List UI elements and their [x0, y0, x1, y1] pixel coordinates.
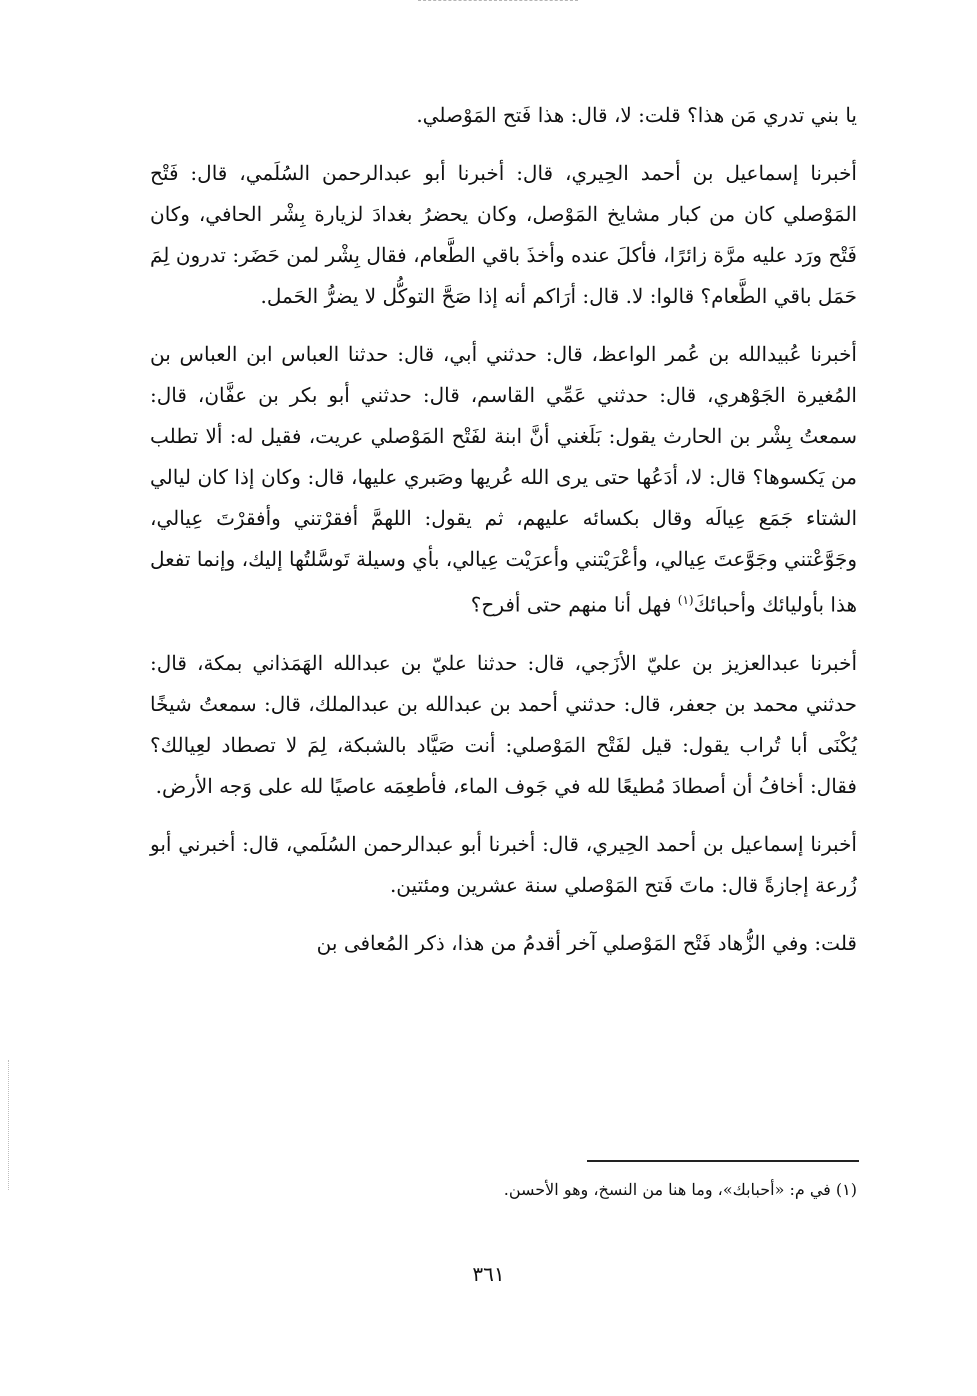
- page-number: ٣٦١: [472, 1262, 505, 1286]
- paragraph-4: أخبرنا عبدالعزيز بن عليّ الأزَجي، قال: حدثنا عليّ بن عبدالله الهَمَذاني بمكة، قال: حدثني محمد بن جعفر، قال: حدثني أحمد بن عبدالله بن عبدالملك، قال: سمعتُ شيخًا يُكْنَى أبا تُراب يقول: قيل لفَتْح المَوْصلي: أنت صَيَّاد بالشبكة، لِمَ لا تصطاد لعِيالك؟ فقال: أخافُ أن أصطادَ مُطيعًا لله في جَوف الماء، فأطعِمَه عاصيًا لله على وَجه الأرض.: [150, 650, 857, 798]
- paragraph-2: أخبرنا إسماعيل بن أحمد الحِيري، قال: أخبرنا أبو عبدالرحمن السُلَمي، قال: فَتْح المَوْصلي كان من كبار مشايخ المَوْصل، وكان يحضرُ بغدادَ لزيارة بِشْر الحافي، وكان فَتْح ورَد عليه مرَّة زائرًا، فأكلَ عنده وأخذَ باقي الطَّعام، فقال بِشْر لمن حَضَر: تدرون لِمَ حَمَل باقي الطَّعام؟ قالوا: لا. قال: أرَاكم أنه إذا صَحَّ التوكُّل لا يضرُّ الحَمل.: [150, 161, 857, 308]
- footnote: (١) في م: «أحبابك»، وما هنا من النسخ، وهو الأحسن.: [503, 1180, 857, 1199]
- paragraph-3: [150, 334, 857, 626]
- paragraph-5: أخبرنا إسماعيل بن أحمد الحِيري، قال: أخبرنا أبو عبدالرحمن السُلَمي، قال: أخبرني أبو زُرعة إجازةً قال: ماتَ فَتح المَوْصلي سنة عشرين ومئتين.: [150, 831, 857, 897]
- paragraph-6: قلت: وفي الزُّهاد فَتْح المَوْصلي آخر أقدمُ من هذا، ذكر المُعافى بن: [316, 930, 857, 955]
- footnote-reference: (١): [677, 593, 694, 607]
- main-text: [150, 95, 857, 981]
- scan-left-dots: [8, 1060, 11, 1190]
- paragraph-3-tail: فهل أنا منهم حتى أفرح؟: [470, 592, 678, 617]
- paragraph-1: يا بني تدري مَن هذا؟ قلت: لا، قال: هذا فَتح المَوْصلي.: [416, 103, 857, 127]
- footnote-rule: [587, 1160, 859, 1162]
- scan-top-marks: [418, 0, 578, 7]
- paragraph-3-text: أخبرنا عُبيدالله بن عُمر الواعظ، قال: حدثني أبي، قال: حدثنا العباس ابن العباس بن المُغيرة الجَوْهري، قال: حدثني عَمِّي القاسم، قال: حدثني أبو بكر بن عفَّان، قال: سمعتُ بِشْر بن الحارث يقول: بَلَغني أنَّ ابنة لفَتْح المَوْصلي عريت، فقيل له: ألا تطلب من يَكسوها؟ قال: لا، أدَعُها حتى يرى الله عُريها وصَبري عليها، قال: وكان إذا كان ليالي الشتاء جَمَع عِيالَه وقال بكسائه عليهم، ثم يقول: اللهمَّ أفقرْتني وأفقرْتَ عِيالي، وجَوَّعْتني وجَوَّعتَ عِيالي، وأعْرَيْتني وأعرَيْت عِيالي، بأي وسيلة تَوسَّلتُها إليك، وإنما تفعل هذا بأوليائك وأحبائكَ: [150, 342, 857, 617]
